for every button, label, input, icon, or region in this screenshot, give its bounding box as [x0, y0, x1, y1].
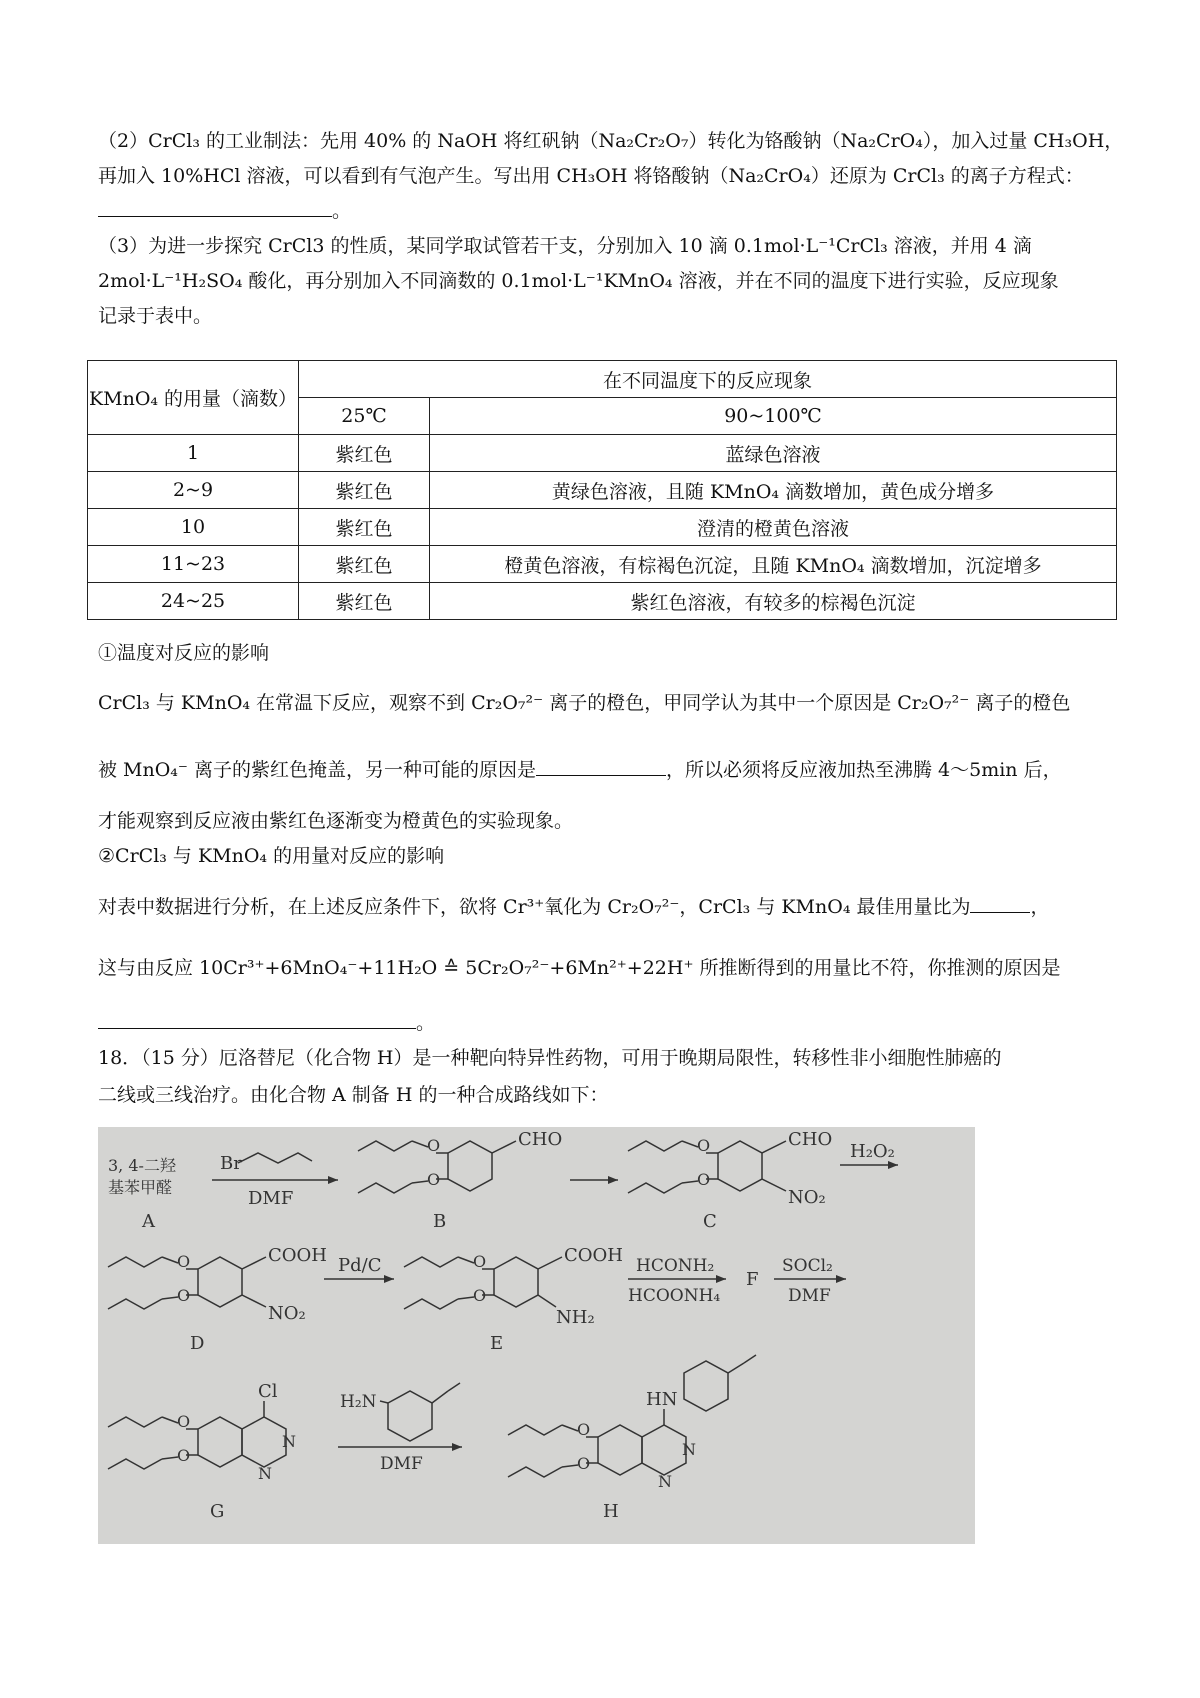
reagent7-bottom: DMF [380, 1454, 423, 1474]
table-row [88, 583, 1117, 620]
arrow1-head [328, 1176, 338, 1184]
reagent7-ring [380, 1383, 460, 1441]
group-cho: CHO [788, 1129, 833, 1150]
reagent6-top: SOCl₂ [782, 1256, 833, 1276]
group-cooh: COOH [564, 1245, 623, 1266]
cell-drops: 1 [88, 435, 299, 472]
part1-title: ①温度对反应的影响 [98, 642, 270, 664]
cell-90c: 橙黄色溶液，有棕褐色沉淀，且随 KMnO₄ 滴数增加，沉淀增多 [430, 546, 1117, 583]
reagent7-top: H₂N [340, 1392, 377, 1412]
cell-90c: 黄绿色溶液，且随 KMnO₄ 滴数增加，黄色成分增多 [430, 472, 1117, 509]
q3-line3: 记录于表中。 [98, 305, 213, 327]
q18-line1: 18．（15 分）厄洛替尼（化合物 H）是一种靶向特异性药物，可用于晚期局限性，转移性非小细胞性肺癌的 [98, 1047, 1002, 1069]
group-cooh: COOH [268, 1245, 327, 1266]
table-row [88, 546, 1117, 583]
cell-90c: 蓝绿色溶液 [430, 435, 1117, 472]
cell-90c: 澄清的橙黄色溶液 [430, 509, 1117, 546]
atom-o: O [577, 1420, 591, 1439]
q2-answer-line [98, 198, 351, 224]
period: 。 [416, 1012, 436, 1034]
table-header-25c: 25℃ [299, 398, 430, 435]
reagent5-bottom: HCOONH₄ [628, 1286, 721, 1306]
reagent1-chain [238, 1153, 312, 1163]
label-b: B [433, 1211, 447, 1232]
part1-line2-tail: ，所以必须将反应液加热至沸腾 4～5min 后， [666, 759, 1062, 781]
label-c: C [703, 1211, 717, 1232]
group-hn: HN [646, 1389, 678, 1410]
period: 。 [332, 200, 352, 222]
reagent1-top: Br [220, 1153, 242, 1174]
part2-line1 [98, 894, 1050, 920]
reagent3-top: H₂O₂ [850, 1141, 895, 1162]
label-g: G [210, 1501, 225, 1522]
atom-o: O [427, 1170, 441, 1189]
atom-n: N [682, 1440, 696, 1459]
arrow2-head [608, 1176, 618, 1184]
arrow7-head [452, 1443, 462, 1451]
synthesis-scheme [98, 1127, 975, 1544]
answer-blank[interactable] [98, 198, 332, 217]
group-nh2: NH₂ [556, 1307, 595, 1328]
compound-a-name-2: 基苯甲醛 [108, 1178, 173, 1197]
compound-a-name-1: 3, 4-二羟 [108, 1156, 176, 1175]
arrow6-head [836, 1275, 846, 1283]
part2-answer-line [98, 1010, 435, 1036]
compound-h [508, 1355, 756, 1477]
q2-line1: （2）CrCl₃ 的工业制法：先用 40% 的 NaOH 将红矾钠（Na₂Cr₂O₇）转化为铬酸钠（Na₂CrO₄），加入过量 CH₃OH， [98, 130, 1124, 152]
cell-25c: 紫红色 [299, 583, 430, 620]
table-header-drops: KMnO₄ 的用量（滴数） [88, 361, 299, 435]
label-e: E [490, 1333, 504, 1354]
label-f: F [746, 1269, 759, 1290]
reagent1-bottom: DMF [248, 1188, 294, 1209]
table-row [88, 509, 1117, 546]
part2-line2: 这与由反应 10Cr³⁺+6MnO₄⁻+11H₂O ≙ 5Cr₂O₇²⁻+6Mn²⁺+22H⁺ 所推断得到的用量比不符，你推测的原因是 [98, 957, 1061, 979]
part2-title: ②CrCl₃ 与 KMnO₄ 的用量对反应的影响 [98, 845, 445, 867]
q3-line1: （3）为进一步探究 CrCl3 的性质，某同学取试管若干支，分别加入 10 滴 0.1mol·L⁻¹CrCl₃ 溶液，并用 4 滴 [98, 235, 1032, 257]
q2-line2: 再加入 10%HCl 溶液，可以看到有气泡产生。写出用 CH₃OH 将铬酸钠（Na₂CrO₄）还原为 CrCl₃ 的离子方程式： [98, 165, 1084, 187]
reagent6-bottom: DMF [788, 1286, 831, 1306]
cell-drops: 24~25 [88, 583, 299, 620]
cell-drops: 10 [88, 509, 299, 546]
label-h: H [603, 1501, 619, 1522]
cell-90c: 紫红色溶液，有较多的棕褐色沉淀 [430, 583, 1117, 620]
cell-25c: 紫红色 [299, 509, 430, 546]
reaction-table [87, 360, 1117, 620]
atom-o: O [473, 1286, 487, 1305]
arrow5-head [716, 1275, 726, 1283]
part2-line1-text: 对表中数据进行分析，在上述反应条件下，欲将 Cr³⁺氧化为 Cr₂O₇²⁻，CrCl₃ 与 KMnO₄ 最佳用量比为 [98, 896, 971, 918]
arrow4-head [384, 1275, 394, 1283]
group-cl: Cl [258, 1381, 278, 1402]
cell-25c: 紫红色 [299, 546, 430, 583]
atom-n: N [282, 1432, 296, 1451]
atom-o: O [177, 1252, 191, 1271]
group-no2: NO₂ [788, 1187, 826, 1208]
cell-25c: 紫红色 [299, 472, 430, 509]
compound-g [108, 1401, 286, 1469]
answer-blank[interactable] [970, 894, 1030, 913]
table-header-group: 在不同温度下的反应现象 [299, 361, 1117, 398]
answer-blank[interactable] [536, 757, 666, 776]
atom-o: O [697, 1136, 711, 1155]
atom-o: O [177, 1286, 191, 1305]
label-d: D [190, 1333, 205, 1354]
group-no2: NO₂ [268, 1303, 306, 1324]
reagent4-top: Pd/C [338, 1255, 382, 1276]
atom-n: N [658, 1472, 672, 1491]
comma: ， [1030, 896, 1050, 918]
atom-o: O [177, 1412, 191, 1431]
arrow3-head [888, 1161, 898, 1169]
atom-o: O [473, 1252, 487, 1271]
atom-o: O [427, 1136, 441, 1155]
atom-o: O [697, 1170, 711, 1189]
atom-n: N [258, 1464, 272, 1483]
table-row [88, 472, 1117, 509]
table-header-90c: 90~100℃ [430, 398, 1117, 435]
cell-drops: 2~9 [88, 472, 299, 509]
part1-line3: 才能观察到反应液由紫红色逐渐变为橙黄色的实验现象。 [98, 810, 574, 832]
answer-blank[interactable] [98, 1010, 416, 1029]
q18-line2: 二线或三线治疗。由化合物 A 制备 H 的一种合成路线如下： [98, 1084, 609, 1106]
label-a: A [142, 1211, 155, 1232]
reagent5-top: HCONH₂ [636, 1256, 715, 1276]
part1-line2 [98, 757, 1062, 783]
cell-25c: 紫红色 [299, 435, 430, 472]
atom-o: O [177, 1446, 191, 1465]
scheme-drawing [98, 1127, 975, 1544]
cell-drops: 11~23 [88, 546, 299, 583]
part1-line2-text: 被 MnO₄⁻ 离子的紫红色掩盖，另一种可能的原因是 [98, 759, 536, 781]
atom-o: O [577, 1454, 591, 1473]
table-row [88, 435, 1117, 472]
part1-line1: CrCl₃ 与 KMnO₄ 在常温下反应，观察不到 Cr₂O₇²⁻ 离子的橙色，甲同学认为其中一个原因是 Cr₂O₇²⁻ 离子的橙色 [98, 692, 1071, 714]
q3-line2: 2mol·L⁻¹H₂SO₄ 酸化，再分别加入不同滴数的 0.1mol·L⁻¹KMnO₄ 溶液，并在不同的温度下进行实验，反应现象 [98, 270, 1059, 292]
group-cho: CHO [518, 1129, 563, 1150]
